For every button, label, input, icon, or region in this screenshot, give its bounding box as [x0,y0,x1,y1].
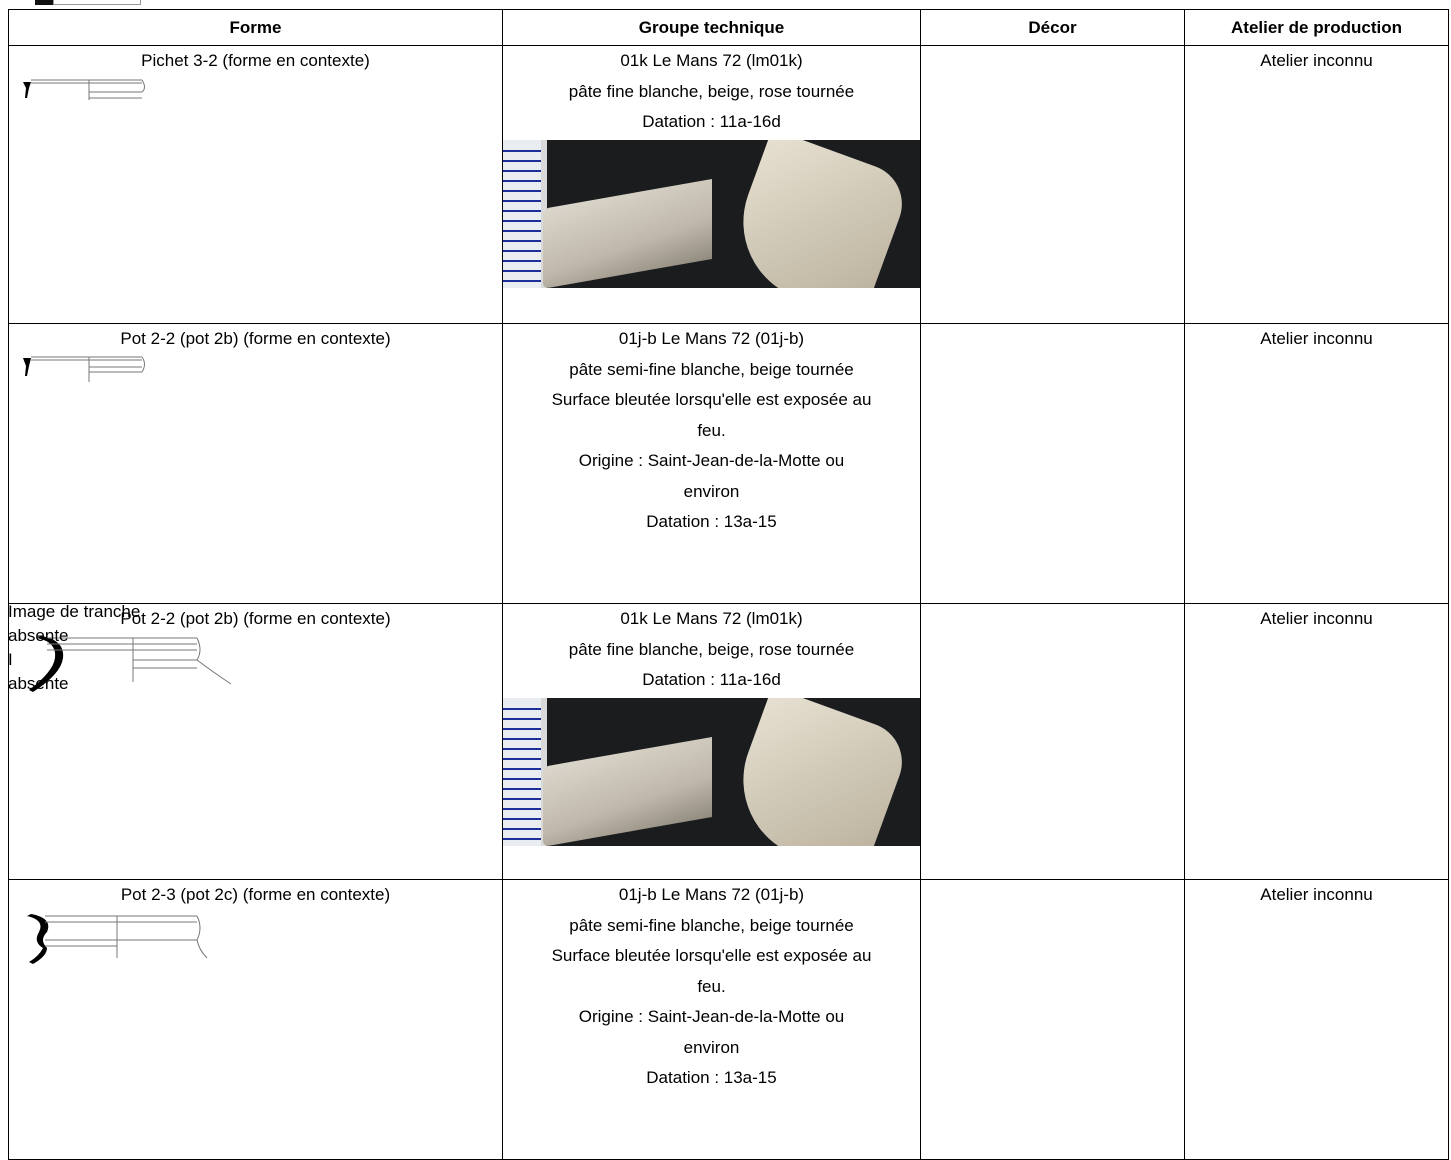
groupe-origine-cont: environ [683,481,740,501]
header-forme: Forme [9,10,503,46]
groupe-surface: Surface bleutée lorsqu'elle est exposée au [551,946,872,965]
groupe-description: pâte fine blanche, beige, rose tournée [568,81,855,101]
missing-image-overlay [8,600,140,696]
atelier-cell: Atelier inconnu [1185,46,1449,324]
decor-cell [921,880,1185,1160]
scale-ruler [503,698,547,846]
groupe-origine: Origine : Saint-Jean-de-la-Motte ou [578,451,845,470]
profile-drawing-icon [17,354,147,384]
ceramics-catalog-table [8,9,1449,1160]
header-groupe-technique: Groupe technique [503,10,921,46]
header-decor: Décor [921,10,1185,46]
groupe-cell [503,604,921,880]
forme-cell [9,324,503,604]
profile-drawing-icon [17,76,147,106]
forme-link[interactable]: Pot 2-2 (pot 2b) (forme en contexte) [120,609,391,628]
sample-photos [503,140,920,288]
groupe-description: pâte semi-fine blanche, beige tournée [569,359,854,379]
groupe-cell [503,46,921,324]
groupe-code: 01k Le Mans 72 (lm01k) [620,51,803,70]
groupe-origine: Origine : Saint-Jean-de-la-Motte ou [578,1007,845,1026]
toolbar-box [53,0,141,5]
atelier-cell: Atelier inconnu [1185,880,1449,1160]
section-photo [503,698,712,846]
overlay-line: I [8,650,13,669]
overlay-line: Image de tranche [8,602,141,621]
groupe-surface: Surface bleutée lorsqu'elle est exposée au [551,390,872,409]
forme-cell [9,46,503,324]
profile-drawing-icon [17,910,217,970]
groupe-datation: Datation : 11a-16d [642,670,781,689]
table-header-row [9,10,1449,46]
sample-photos [503,698,920,846]
table-row [9,604,1449,880]
groupe-cell [503,880,921,1160]
table-row [9,324,1449,604]
atelier-cell: Atelier inconnu [1185,604,1449,880]
overlay-line: absente [8,626,69,645]
decor-cell [921,46,1185,324]
groupe-surface-cont: feu. [697,976,726,996]
scale-ruler [503,140,547,288]
groupe-description: pâte fine blanche, beige, rose tournée [568,639,855,659]
groupe-description: pâte semi-fine blanche, beige tournée [569,915,854,935]
groupe-code: 01j-b Le Mans 72 (01j-b) [618,329,805,348]
groupe-datation: Datation : 13a-15 [646,1068,777,1087]
forme-link[interactable]: Pot 2-2 (pot 2b) (forme en contexte) [120,329,391,348]
decor-cell [921,604,1185,880]
forme-link[interactable]: Pot 2-3 (pot 2c) (forme en contexte) [120,885,391,904]
decor-cell [921,324,1185,604]
table-row [9,880,1449,1160]
groupe-origine-cont: environ [683,1037,740,1057]
table-row [9,46,1449,324]
groupe-code: 01j-b Le Mans 72 (01j-b) [618,885,805,904]
surface-photo [712,698,921,846]
overlay-line: absente [8,674,69,693]
groupe-surface-cont: feu. [697,420,726,440]
header-atelier: Atelier de production [1185,10,1449,46]
surface-photo [712,140,921,288]
groupe-datation: Datation : 11a-16d [642,112,781,131]
groupe-datation: Datation : 13a-15 [646,512,777,531]
groupe-code: 01k Le Mans 72 (lm01k) [620,609,803,628]
section-photo [503,140,712,288]
groupe-cell [503,324,921,604]
forme-link[interactable]: Pichet 3-2 (forme en contexte) [141,51,370,70]
forme-cell [9,880,503,1160]
atelier-cell: Atelier inconnu [1185,324,1449,604]
toolbar-block [35,0,53,5]
